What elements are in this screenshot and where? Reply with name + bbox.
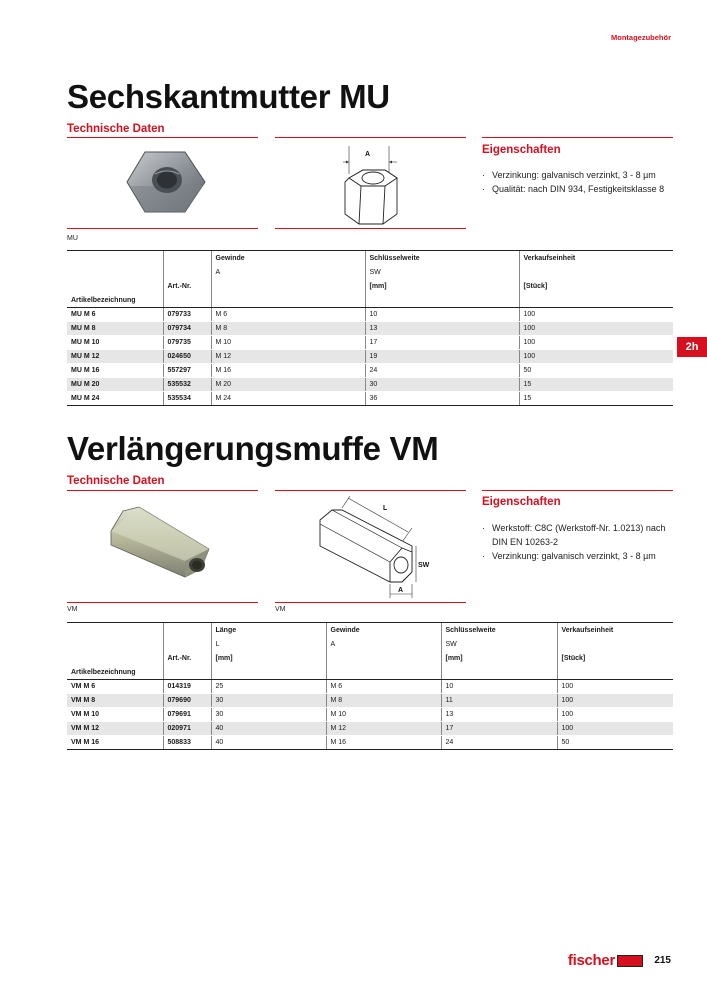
table-cell-c1: 40 (211, 736, 326, 750)
page-category: Montagezubehör (611, 33, 671, 42)
coupling-nut-photo (105, 505, 215, 585)
name-header: Artikelbezeichnung (67, 293, 163, 308)
section2-subtitle: Technische Daten (67, 475, 165, 487)
col-symbol (519, 265, 673, 279)
properties-list (482, 521, 677, 563)
table-cell-c3: 100 (519, 322, 673, 336)
divider-line (482, 490, 673, 491)
divider-line (275, 602, 466, 603)
property-item: · Verzinkung: galvanisch verzinkt, 3 - 8 µm (482, 549, 677, 563)
table-cell-art: 079734 (163, 322, 211, 336)
dimension-label-a: A (365, 151, 371, 158)
table-cell-c3: 24 (441, 736, 557, 750)
table-cell-name: MU M 10 (67, 336, 163, 350)
col-header: Verkaufseinheit (557, 623, 673, 638)
table-row (67, 336, 673, 350)
table-cell-art: 079691 (163, 708, 211, 722)
table-cell-c3: 100 (519, 336, 673, 350)
vm-product-table (67, 622, 673, 750)
col-header: Gewinde (211, 251, 365, 266)
divider-line (67, 228, 258, 229)
col-unit (326, 651, 441, 665)
table-cell-name: VM M 16 (67, 736, 163, 750)
divider-line (67, 490, 258, 491)
table-cell-c3: 100 (519, 308, 673, 322)
table-cell-c2: M 6 (326, 680, 441, 694)
col-header: Länge (211, 623, 326, 638)
table-cell-c1: M 6 (211, 308, 365, 322)
col-unit: [Stück] (557, 651, 673, 665)
artnr-header: Art.-Nr. (163, 651, 211, 665)
table-cell-c2: M 12 (326, 722, 441, 736)
divider-line (482, 137, 673, 138)
table-cell-c2: 36 (365, 392, 519, 406)
properties-title: Eigenschaften (482, 496, 561, 508)
table-cell-c3: 15 (519, 378, 673, 392)
col-unit (211, 279, 365, 293)
divider-line (275, 228, 466, 229)
table-cell-c1: 25 (211, 680, 326, 694)
col-header: Schlüsselweite (441, 623, 557, 638)
col-symbol: SW (441, 637, 557, 651)
table-cell-c4: 100 (557, 708, 673, 722)
table-cell-art: 508833 (163, 736, 211, 750)
table-row (67, 364, 673, 378)
table-cell-name: MU M 8 (67, 322, 163, 336)
col-header: Schlüsselweite (365, 251, 519, 266)
table-row (67, 350, 673, 364)
table-cell-c2: 13 (365, 322, 519, 336)
divider-line (275, 490, 466, 491)
dimension-label-sw: SW (418, 562, 430, 569)
col-unit: [mm] (365, 279, 519, 293)
table-row (67, 378, 673, 392)
table-cell-c3: 11 (441, 694, 557, 708)
properties-list (482, 168, 677, 196)
properties-title: Eigenschaften (482, 144, 561, 156)
table-cell-name: MU M 16 (67, 364, 163, 378)
col-header: Gewinde (326, 623, 441, 638)
table-cell-c1: M 16 (211, 364, 365, 378)
mu-product-table (67, 250, 673, 406)
table-cell-c1: 30 (211, 708, 326, 722)
section1-subtitle: Technische Daten (67, 123, 165, 135)
table-row (67, 680, 673, 694)
property-item: · Verzinkung: galvanisch verzinkt, 3 - 8 µm (482, 168, 677, 182)
table-row (67, 708, 673, 722)
table-cell-c2: 24 (365, 364, 519, 378)
table-cell-c1: M 20 (211, 378, 365, 392)
chapter-tab: 2h (677, 337, 707, 357)
table-cell-art: 024650 (163, 350, 211, 364)
table-cell-c2: 19 (365, 350, 519, 364)
table-cell-c1: M 12 (211, 350, 365, 364)
table-cell-name: MU M 20 (67, 378, 163, 392)
col-unit: [mm] (441, 651, 557, 665)
section1-title: Sechskantmutter MU (67, 78, 390, 115)
table-cell-name: VM M 6 (67, 680, 163, 694)
brand-logo-badge (617, 955, 643, 967)
image-caption: MU (67, 235, 78, 242)
divider-line (67, 602, 258, 603)
divider-line (67, 137, 258, 138)
col-unit: [Stück] (519, 279, 673, 293)
table-cell-name: MU M 6 (67, 308, 163, 322)
page-number: 215 (654, 955, 671, 966)
table-cell-c4: 100 (557, 722, 673, 736)
dimension-label-l: L (383, 505, 388, 512)
table-row (67, 308, 673, 322)
name-header: Artikelbezeichnung (67, 665, 163, 680)
table-cell-name: VM M 8 (67, 694, 163, 708)
table-row (67, 392, 673, 406)
table-cell-c3: 10 (441, 680, 557, 694)
image-caption: VM (275, 606, 286, 613)
table-cell-name: VM M 12 (67, 722, 163, 736)
col-symbol: SW (365, 265, 519, 279)
section2-title: Verlängerungsmuffe VM (67, 430, 439, 467)
col-unit: [mm] (211, 651, 326, 665)
col-symbol (557, 637, 673, 651)
col-symbol: A (211, 265, 365, 279)
table-row (67, 694, 673, 708)
table-cell-c2: 17 (365, 336, 519, 350)
table-cell-name: VM M 10 (67, 708, 163, 722)
table-cell-art: 020971 (163, 722, 211, 736)
col-header: Verkaufseinheit (519, 251, 673, 266)
coupling-nut-drawing (312, 494, 442, 602)
image-caption: VM (67, 606, 78, 613)
table-cell-c3: 17 (441, 722, 557, 736)
table-cell-c3: 15 (519, 392, 673, 406)
table-cell-c1: M 10 (211, 336, 365, 350)
property-item: · Werkstoff: C8C (Werkstoff-Nr. 1.0213) nach DIN EN 10263-2 (482, 521, 677, 549)
table-cell-name: MU M 24 (67, 392, 163, 406)
table-cell-c3: 13 (441, 708, 557, 722)
table-cell-c1: 40 (211, 722, 326, 736)
table-cell-name: MU M 12 (67, 350, 163, 364)
table-row (67, 322, 673, 336)
table-row (67, 736, 673, 750)
hex-nut-drawing (335, 144, 405, 229)
table-cell-c3: 100 (519, 350, 673, 364)
table-row (67, 722, 673, 736)
col-symbol: A (326, 637, 441, 651)
table-cell-c1: M 24 (211, 392, 365, 406)
table-cell-art: 535534 (163, 392, 211, 406)
table-cell-c1: 30 (211, 694, 326, 708)
table-cell-c3: 50 (519, 364, 673, 378)
property-item: · Qualität: nach DIN 934, Festigkeitsklasse 8 (482, 182, 677, 196)
table-cell-art: 079733 (163, 308, 211, 322)
table-cell-c2: M 8 (326, 694, 441, 708)
table-cell-art: 079690 (163, 694, 211, 708)
brand-logo: fischer (567, 952, 615, 969)
table-cell-art: 535532 (163, 378, 211, 392)
table-cell-c2: M 16 (326, 736, 441, 750)
table-cell-c2: M 10 (326, 708, 441, 722)
table-cell-c1: M 8 (211, 322, 365, 336)
table-cell-art: 079735 (163, 336, 211, 350)
table-cell-c2: 30 (365, 378, 519, 392)
dimension-label-a: A (398, 587, 404, 594)
table-cell-art: 557297 (163, 364, 211, 378)
col-symbol: L (211, 637, 326, 651)
artnr-header: Art.-Nr. (163, 279, 211, 293)
table-cell-c4: 50 (557, 736, 673, 750)
table-cell-c2: 10 (365, 308, 519, 322)
table-cell-c4: 100 (557, 694, 673, 708)
table-cell-c4: 100 (557, 680, 673, 694)
divider-line (275, 137, 466, 138)
hex-nut-photo (125, 148, 207, 216)
table-cell-art: 014319 (163, 680, 211, 694)
